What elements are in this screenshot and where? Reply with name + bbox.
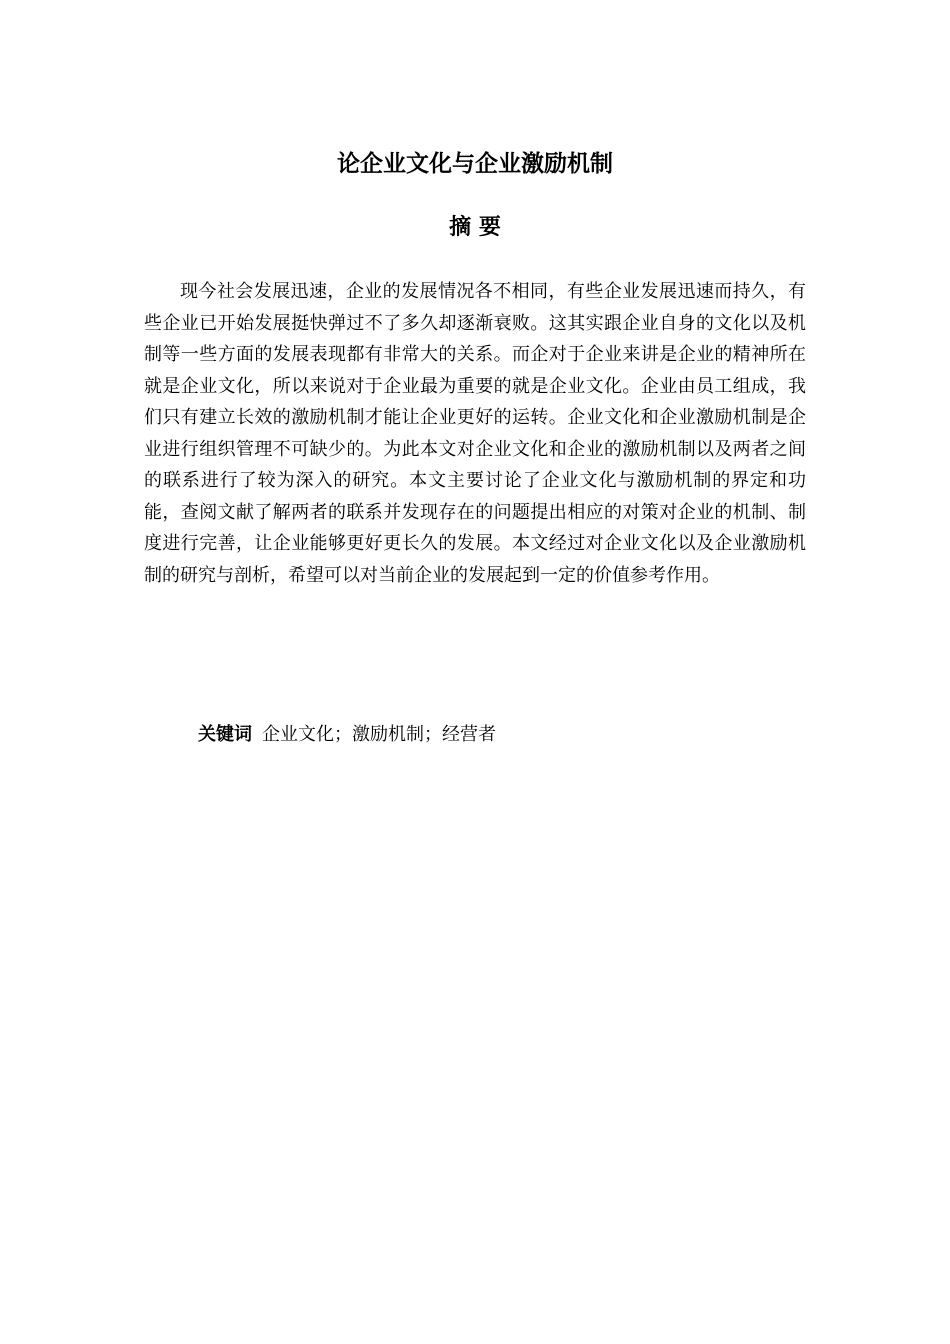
- document-title: 论企业文化与企业激励机制: [337, 151, 613, 177]
- keywords-text: 企业文化；激励机制；经营者: [262, 724, 496, 745]
- keywords-line: [198, 720, 496, 750]
- keywords-label: 关键词: [198, 724, 252, 745]
- abstract-body: 现今社会发展迅速，企业的发展情况各不相同，有些企业发展迅速而持久，有些企业已开始发展挺快弹过不了多久却逐渐衰败。这其实跟企业自身的文化以及机制等一些方面的发展表现都有非常大的关系。而企对于企业来讲是企业的精神所在就是企业文化，所以来说对于企业最为重要的就是企业文化。企业由员工组成，我们只有建立长效的激励机制才能让企业更好的运转。企业文化和企业激励机制是企业进行组织管理不可缺少的。为此本文对企业文化和企业的激励机制以及两者之间的联系进行了较为深入的研究。本文主要讨论了企业文化与激励机制的界定和功能，查阅文献了解两者的联系并发现存在的问题提出相应的对策对企业的机制、制度进行完善，让企业能够更好更长久的发展。本文经过对企业文化以及企业激励机制的研究与剖析，希望可以对当前企业的发展起到一定的价值参考作用。: [144, 281, 806, 586]
- abstract-heading: 摘 要: [449, 215, 501, 240]
